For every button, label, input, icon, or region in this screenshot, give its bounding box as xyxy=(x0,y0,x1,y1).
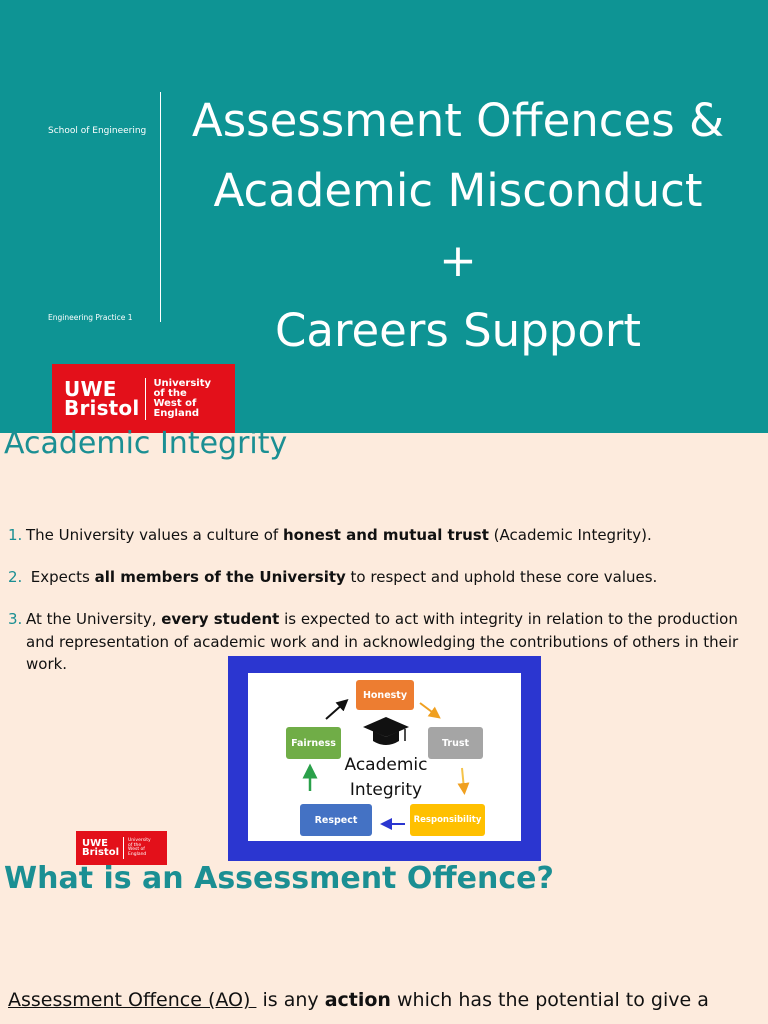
logo-brand-line-1: UWE xyxy=(82,837,108,849)
logo-separator xyxy=(145,378,146,420)
node-respect: Respect xyxy=(300,804,372,836)
logo-full-line-3: West of xyxy=(153,397,197,409)
slide-title xyxy=(165,86,751,366)
logo-full-name xyxy=(153,379,211,419)
title-line-1: Assessment Offences & xyxy=(191,94,725,147)
logo-full-line-1: University xyxy=(153,377,212,389)
center-line-2: Integrity xyxy=(349,780,423,800)
point-bold: all members of the University xyxy=(94,568,346,586)
logo-full-line-3: West of xyxy=(128,847,145,852)
uwe-bristol-logo xyxy=(52,364,235,433)
arrow-honesty-trust xyxy=(420,703,436,715)
point-number: 3. xyxy=(8,610,23,628)
point-bold: every student xyxy=(161,610,280,628)
logo-brand xyxy=(64,376,140,420)
logo-full-line-2: of the xyxy=(128,842,142,848)
definition-bold: action xyxy=(324,989,391,1011)
title-line-4: Careers Support xyxy=(274,304,642,357)
point-text: to respect and uphold these core values. xyxy=(345,568,658,586)
graduation-cap-icon xyxy=(361,715,411,751)
point-text: At the University, xyxy=(26,610,162,628)
point-text: The University values a culture of xyxy=(26,526,283,544)
node-trust: Trust xyxy=(428,727,483,759)
title-line-3: + xyxy=(439,234,477,287)
course-label: Engineering Practice 1 xyxy=(48,313,133,322)
logo-brand-line-2: Bristol xyxy=(82,847,120,858)
title-line-2: Academic Misconduct xyxy=(213,164,703,217)
point-text: (Academic Integrity). xyxy=(488,526,652,544)
logo-full-line-4: England xyxy=(153,407,199,419)
definition-text-end: which has the potential to give a xyxy=(390,989,709,1011)
logo-full-name xyxy=(128,839,151,857)
point-number: 2. xyxy=(8,568,23,586)
node-responsibility: Responsibility xyxy=(410,804,485,836)
school-label: School of Engineering xyxy=(48,126,147,136)
logo-brand-line-1: UWE xyxy=(64,376,117,401)
logo-full-line-2: of the xyxy=(153,387,187,399)
list-item xyxy=(8,524,652,547)
divider-line xyxy=(160,92,161,322)
integrity-diagram xyxy=(228,656,541,861)
point-bold: honest and mutual trust xyxy=(283,526,489,544)
offence-definition xyxy=(8,989,709,1011)
node-honesty: Honesty xyxy=(356,680,414,710)
logo-full-line-1: University xyxy=(128,838,151,843)
diagram-canvas xyxy=(248,673,521,841)
point-text: Expects xyxy=(26,568,95,586)
center-line-1: Academic xyxy=(344,755,428,775)
definition-text: is any xyxy=(256,989,325,1011)
list-item xyxy=(8,566,657,589)
logo-brand-line-2: Bristol xyxy=(64,395,140,420)
definition-term: Assessment Offence (AO) xyxy=(8,989,257,1011)
arrow-trust-responsibility xyxy=(462,768,464,789)
logo-brand xyxy=(82,839,119,858)
arrow-fairness-honesty xyxy=(326,703,344,719)
point-text: is expected to act with integrity in relation to the production and representation of academic work and in acknowledging the contributions of others in their work. xyxy=(26,610,739,673)
logo-separator xyxy=(123,837,124,859)
point-number: 1. xyxy=(8,526,23,544)
offence-heading: What is an Assessment Offence? xyxy=(4,861,554,896)
logo-full-line-4: England xyxy=(128,851,147,857)
diagram-center-label xyxy=(326,753,446,803)
integrity-heading: Academic Integrity xyxy=(4,426,288,461)
uwe-bristol-logo-small xyxy=(76,831,167,865)
node-fairness: Fairness xyxy=(286,727,341,759)
